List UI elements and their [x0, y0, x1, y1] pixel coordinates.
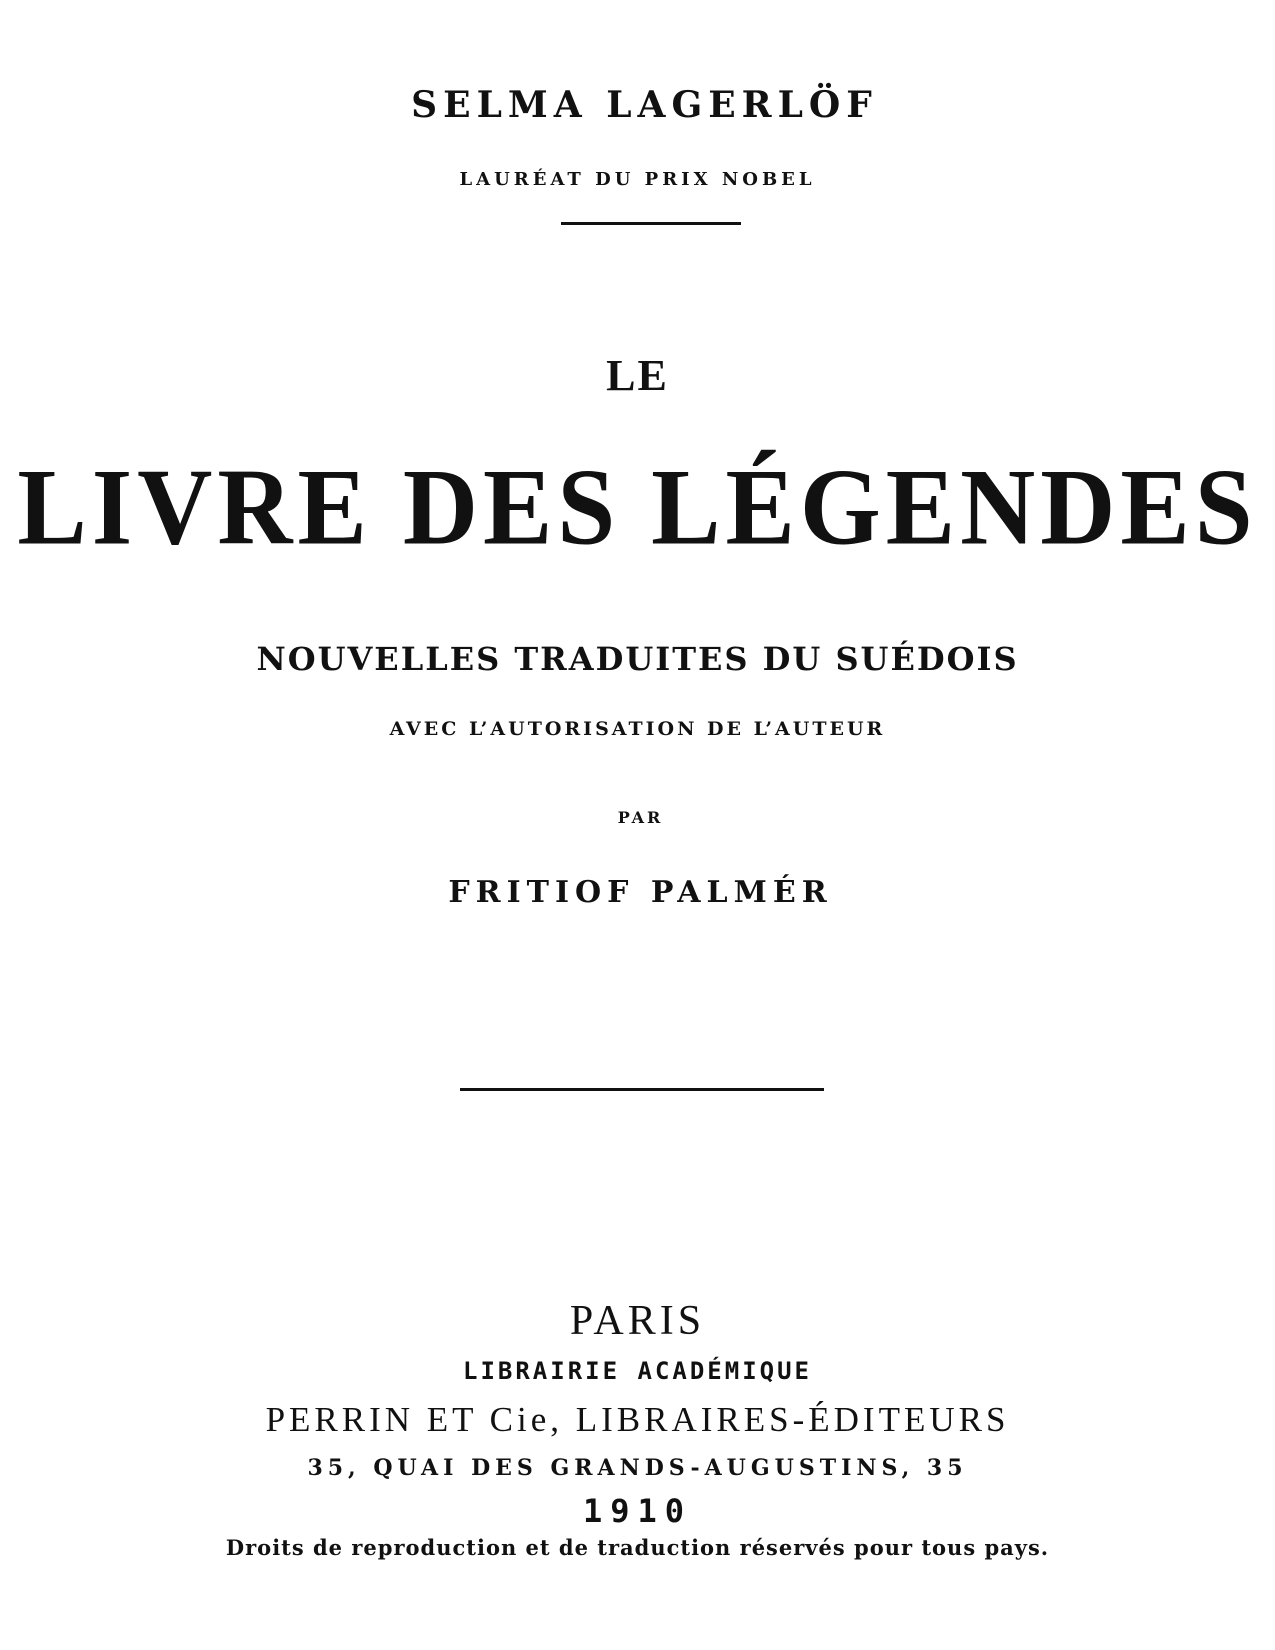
- imprint-year: 1910: [582, 1492, 693, 1530]
- imprint-rights: Droits de reproduction et de traduction réservés pour tous pays.: [225, 1535, 1050, 1560]
- imprint-address: 35, QUAI DES GRANDS-AUGUSTINS, 35: [307, 1455, 968, 1481]
- subtitle-main: NOUVELLES TRADUITES DU SUÉDOIS: [256, 640, 1019, 678]
- translator-name: FRITIOF PALMÉR: [448, 875, 833, 910]
- title-article: LE: [606, 351, 669, 400]
- bottom-rule: [460, 1088, 824, 1091]
- translator-by: PAR: [617, 808, 664, 827]
- imprint-publisher: LIBRAIRIE ACADÉMIQUE: [463, 1357, 812, 1385]
- subtitle-authorization: AVEC L’AUTORISATION DE L’AUTEUR: [389, 718, 886, 740]
- book-title: LIVRE DES LÉGENDES: [17, 447, 1258, 568]
- imprint-city: PARIS: [569, 1298, 706, 1344]
- author-distinction: LAURÉAT DU PRIX NOBEL: [459, 169, 816, 190]
- top-rule: [561, 222, 741, 225]
- imprint-publisher-name: PERRIN ET Cie, LIBRAIRES-ÉDITEURS: [265, 1400, 1010, 1439]
- author-name: SELMA LAGERLÖF: [411, 84, 878, 126]
